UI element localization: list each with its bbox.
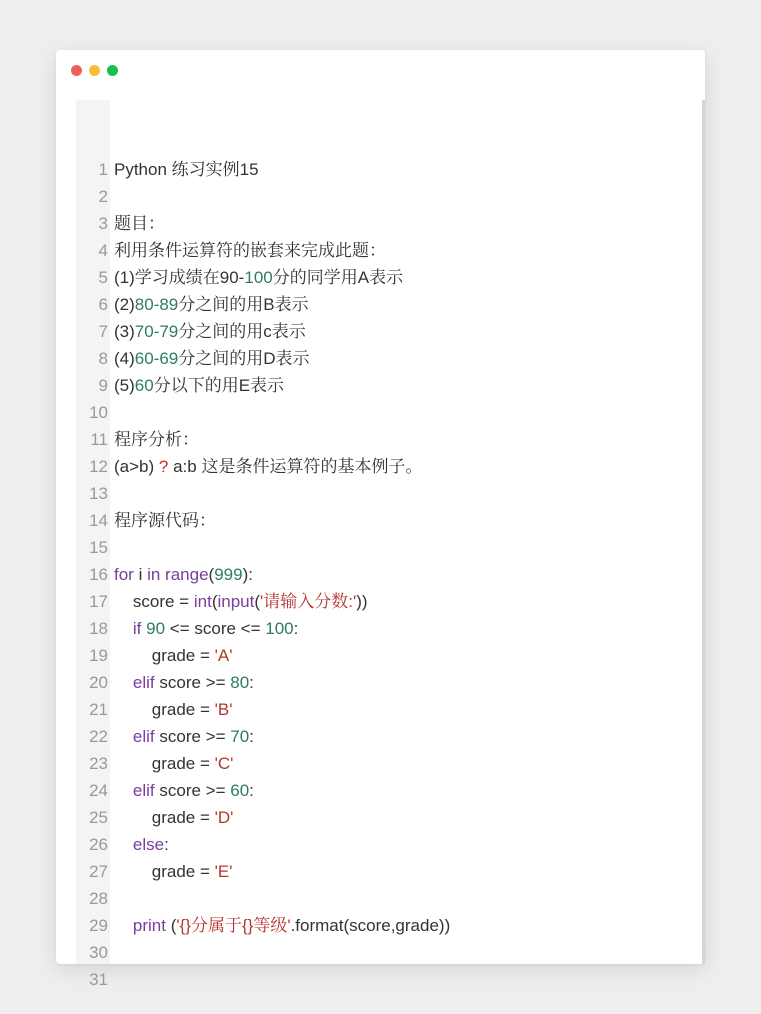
code-token: 100: [265, 619, 294, 638]
code-token: [114, 727, 133, 746]
code-token: grade =: [114, 646, 215, 665]
line-number: 3: [98, 214, 108, 233]
code-token: 'A': [214, 646, 233, 665]
code-line: [114, 588, 702, 615]
code-token: 999: [214, 565, 243, 584]
code-line: [114, 210, 702, 237]
code-token: .format(score,grade)): [290, 916, 451, 935]
code-token: elif: [132, 673, 155, 692]
line-number: 15: [89, 538, 108, 557]
code-line: [114, 345, 702, 372]
line-number: 23: [89, 754, 108, 773]
code-token: 'C': [214, 754, 234, 773]
window-controls: [71, 65, 118, 76]
code-line: [114, 561, 702, 588]
code-token: score =: [114, 592, 194, 611]
line-number: 19: [89, 646, 108, 665]
code-token: score >=: [154, 781, 231, 800]
code-line: [114, 642, 702, 669]
code-token: <= score <=: [165, 619, 266, 638]
code-token: 90: [146, 619, 166, 638]
code-token: 程序分析：: [114, 430, 199, 449]
code-line: [114, 426, 702, 453]
line-number: 21: [89, 700, 108, 719]
code-token: ?: [158, 457, 169, 476]
code-token: grade =: [114, 862, 215, 881]
code-token: :: [164, 835, 169, 854]
code-token: score >=: [154, 727, 231, 746]
line-number: 28: [89, 889, 108, 908]
code-token: input: [217, 592, 255, 611]
code-token: [114, 781, 133, 800]
code-token: [114, 673, 133, 692]
code-line: [114, 480, 702, 507]
code-line: [114, 723, 702, 750]
close-button[interactable]: [71, 65, 82, 76]
code-line: [114, 696, 702, 723]
code-token: 程序源代码：: [114, 511, 216, 530]
code-token: 60: [134, 376, 154, 395]
line-number: 5: [98, 268, 108, 287]
line-number: 16: [89, 565, 108, 584]
code-token: 题目：: [114, 214, 165, 233]
code-line: [114, 858, 702, 885]
code-token: [114, 619, 133, 638]
code-token: [114, 835, 133, 854]
code-token: print: [132, 916, 166, 935]
code-token: a:b 这是条件运算符的基本例子。: [168, 457, 423, 476]
code-token: 60-69: [134, 349, 179, 368]
line-number: 17: [89, 592, 108, 611]
code-token: (: [208, 565, 215, 584]
line-number-gutter: [76, 100, 110, 989]
code-token: (3): [114, 322, 135, 341]
line-number: 29: [89, 916, 108, 935]
code-line: [114, 264, 702, 291]
code-line: [114, 318, 702, 345]
line-number: 11: [90, 430, 108, 449]
code-token: Python 练习实例15: [114, 160, 259, 179]
line-number: 18: [89, 619, 108, 638]
line-number: 9: [98, 376, 108, 395]
line-number: 22: [89, 727, 108, 746]
code-token: 'E': [214, 862, 233, 881]
code-token: :: [249, 673, 254, 692]
code-line: [114, 831, 702, 858]
code-token: if: [132, 619, 142, 638]
code-line: [114, 966, 702, 993]
code-token: i: [133, 565, 148, 584]
code-token: (1)学习成绩在90-: [114, 268, 245, 287]
line-number: 31: [89, 970, 108, 989]
code-token: 利用条件运算符的嵌套来完成此题：: [114, 241, 386, 260]
code-line: [114, 669, 702, 696]
code-token: 'D': [214, 808, 234, 827]
code-token: (: [211, 592, 218, 611]
line-number: 2: [98, 187, 108, 206]
code-area[interactable]: [110, 100, 705, 964]
code-token: 100: [244, 268, 273, 287]
code-token: range: [165, 565, 209, 584]
code-line: [114, 291, 702, 318]
code-token: (2): [114, 295, 135, 314]
code-token: (: [165, 916, 177, 935]
code-token: grade =: [114, 754, 215, 773]
code-token: '请输入分数:': [260, 592, 357, 611]
line-number: 14: [89, 511, 108, 530]
code-line: [114, 885, 702, 912]
code-line: [114, 777, 702, 804]
line-number: 13: [89, 484, 108, 503]
code-window: [56, 50, 705, 989]
code-editor[interactable]: [76, 100, 705, 989]
line-number: 7: [98, 322, 108, 341]
code-token: ):: [242, 565, 253, 584]
code-line: [114, 453, 702, 480]
code-token: )): [356, 592, 368, 611]
code-token: (a>b): [114, 457, 159, 476]
code-token: 80-89: [134, 295, 179, 314]
code-token: elif: [132, 727, 155, 746]
code-token: in: [147, 565, 161, 584]
code-token: 分之间的用D表示: [178, 349, 310, 368]
minimize-button[interactable]: [89, 65, 100, 76]
code-line: [114, 507, 702, 534]
code-line: [114, 237, 702, 264]
code-token: 80: [230, 673, 250, 692]
code-token: else: [132, 835, 165, 854]
code-token: score >=: [154, 673, 231, 692]
line-number: 27: [89, 862, 108, 881]
code-line: [114, 183, 702, 210]
code-token: :: [249, 781, 254, 800]
line-number: 10: [89, 403, 108, 422]
line-number: 25: [89, 808, 108, 827]
code-line: [114, 399, 702, 426]
maximize-button[interactable]: [107, 65, 118, 76]
code-token: 分之间的用B表示: [178, 295, 309, 314]
code-token: 分之间的用c表示: [178, 322, 306, 341]
code-token: 60: [230, 781, 250, 800]
line-number: 24: [89, 781, 108, 800]
code-token: '{}分属于{}等级': [176, 916, 291, 935]
code-token: (4): [114, 349, 135, 368]
code-line: [114, 750, 702, 777]
code-token: (5): [114, 376, 135, 395]
code-token: 分以下的用E表示: [153, 376, 285, 395]
code-token: [114, 916, 133, 935]
code-token: 70: [230, 727, 250, 746]
line-number: 20: [89, 673, 108, 692]
line-number: 1: [98, 160, 108, 179]
code-token: grade =: [114, 700, 215, 719]
line-number: 30: [89, 943, 108, 962]
code-token: (: [254, 592, 261, 611]
line-number: 6: [98, 295, 108, 314]
code-line: [114, 534, 702, 561]
code-token: 'B': [214, 700, 233, 719]
code-token: 70-79: [134, 322, 179, 341]
line-number: 12: [89, 457, 108, 476]
code-token: elif: [132, 781, 155, 800]
code-token: for: [114, 565, 134, 584]
code-token: grade =: [114, 808, 215, 827]
code-token: 分的同学用A表示: [272, 268, 404, 287]
code-line: [114, 372, 702, 399]
code-token: :: [293, 619, 299, 638]
code-token: int: [193, 592, 212, 611]
code-line: [114, 615, 702, 642]
code-line: [114, 804, 702, 831]
code-line: [114, 156, 702, 183]
line-number: 4: [98, 241, 108, 260]
line-number: 8: [98, 349, 108, 368]
code-line: [114, 939, 702, 966]
line-number: 26: [89, 835, 108, 854]
code-token: :: [249, 727, 254, 746]
code-line: [114, 912, 702, 939]
